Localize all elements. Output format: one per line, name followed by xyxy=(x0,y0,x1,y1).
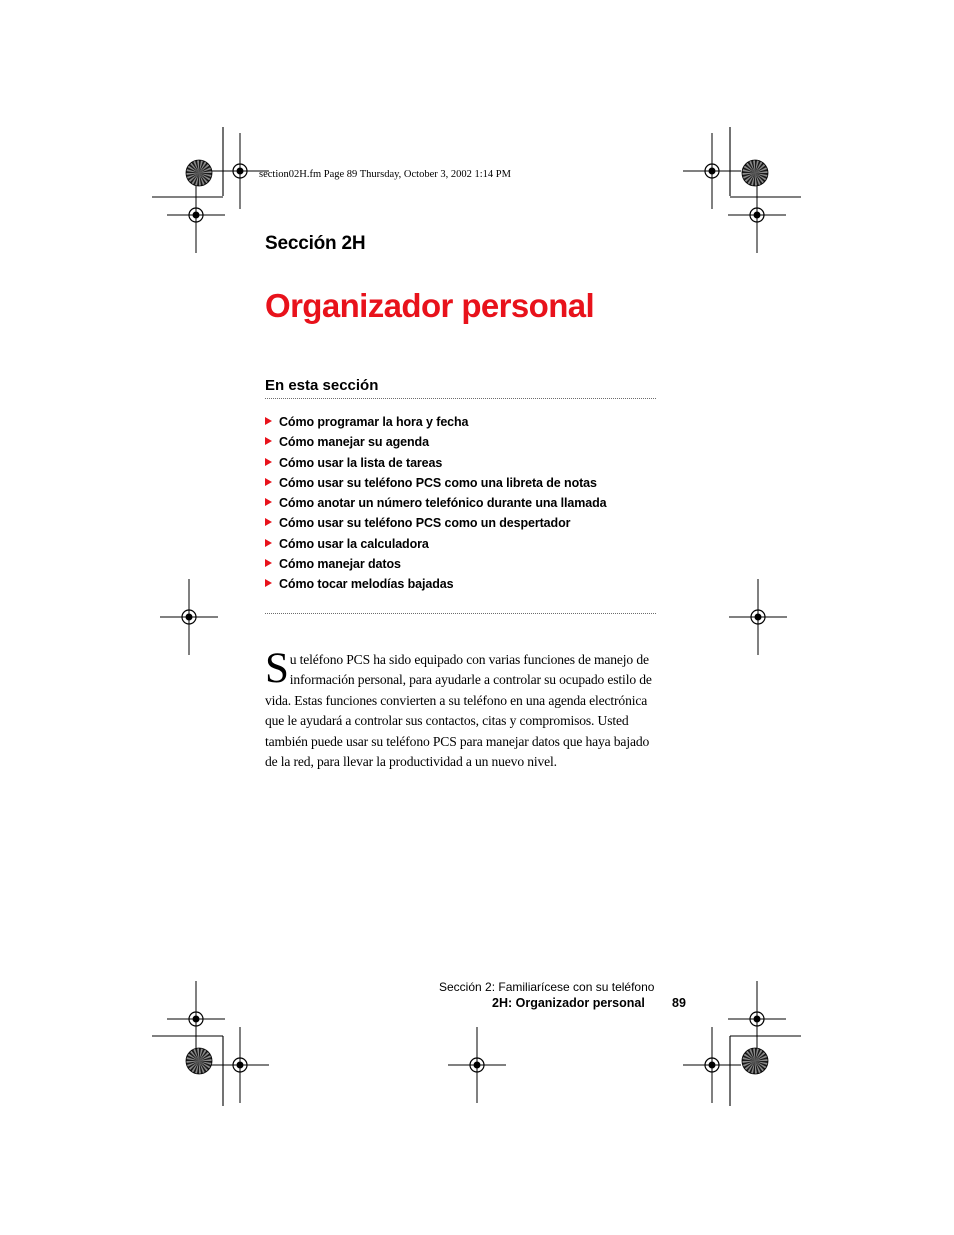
toc-item xyxy=(265,412,660,432)
drop-cap: S xyxy=(265,645,289,692)
red-triangle-bullet-icon xyxy=(265,518,272,526)
registration-target-icon xyxy=(683,133,741,209)
color-wheel-icon xyxy=(186,1048,212,1074)
page-number: 89 xyxy=(672,996,686,1010)
toc-item xyxy=(265,432,660,452)
registration-target-icon xyxy=(167,981,225,1057)
toc-item xyxy=(265,534,660,554)
color-wheel-icon xyxy=(742,1048,768,1074)
red-triangle-bullet-icon xyxy=(265,498,272,506)
body-text: u teléfono PCS ha sido equipado con varias funciones de manejo de información personal, para ayudarle a controlar su ocupado estilo de vida. Estas funciones convierten a su teléfono en una agenda electrónica que le ayudará a controlar sus contactos, citas y compromisos. Usted también puede usar su teléfono PCS para manejar datos que haya bajado de la red, para llevar la productividad a un nuevo nivel. xyxy=(265,652,652,770)
footer-section-title: Sección 2: Familiarícese con su teléfono xyxy=(439,980,655,994)
red-triangle-bullet-icon xyxy=(265,579,272,587)
toc-top-rule xyxy=(265,398,656,399)
registration-target-icon xyxy=(728,177,786,253)
toc-item-label: Cómo usar la lista de tareas xyxy=(279,455,443,470)
toc-heading: En esta sección xyxy=(265,377,379,394)
footer-chapter-title: 2H: Organizador personal xyxy=(492,996,645,1010)
red-triangle-bullet-icon xyxy=(265,539,272,547)
color-wheel-icon xyxy=(742,160,768,186)
red-triangle-bullet-icon xyxy=(265,458,272,466)
toc-item xyxy=(265,453,660,473)
registration-target-icon xyxy=(167,177,225,253)
toc-item-label: Cómo anotar un número telefónico durante una llamada xyxy=(279,496,607,511)
registration-target-icon xyxy=(728,981,786,1057)
toc-bottom-rule xyxy=(265,613,656,614)
toc-item-label: Cómo programar la hora y fecha xyxy=(279,415,469,429)
toc-item-label: Cómo manejar datos xyxy=(279,557,401,572)
toc-list xyxy=(265,412,660,595)
toc-item-label: Cómo usar su teléfono PCS como una libreta de notas xyxy=(279,475,597,490)
registration-target-icon xyxy=(211,1027,269,1103)
toc-item xyxy=(265,574,660,594)
toc-item xyxy=(265,493,660,513)
registration-target-icon xyxy=(729,579,787,655)
page-title: Organizador personal xyxy=(265,287,595,324)
toc-item-label: Cómo tocar melodías bajadas xyxy=(279,577,454,592)
section-label: Sección 2H xyxy=(265,233,366,254)
toc-item-label: Cómo usar su teléfono PCS como un despertador xyxy=(279,516,571,531)
red-triangle-bullet-icon xyxy=(265,437,272,445)
registration-target-icon xyxy=(160,579,218,655)
file-header: section02H.fm Page 89 Thursday, October 3, 2002 1:14 PM xyxy=(259,169,511,180)
red-triangle-bullet-icon xyxy=(265,417,272,425)
toc-item-label: Cómo manejar su agenda xyxy=(279,435,429,450)
red-triangle-bullet-icon xyxy=(265,478,272,486)
color-wheel-icon xyxy=(186,160,212,186)
toc-item xyxy=(265,473,660,493)
toc-item-label: Cómo usar la calculadora xyxy=(279,536,429,551)
body-paragraph xyxy=(265,645,657,772)
registration-target-icon xyxy=(683,1027,741,1103)
registration-target-icon xyxy=(448,1027,506,1103)
toc-item xyxy=(265,513,660,533)
red-triangle-bullet-icon xyxy=(265,559,272,567)
toc-item xyxy=(265,554,660,574)
